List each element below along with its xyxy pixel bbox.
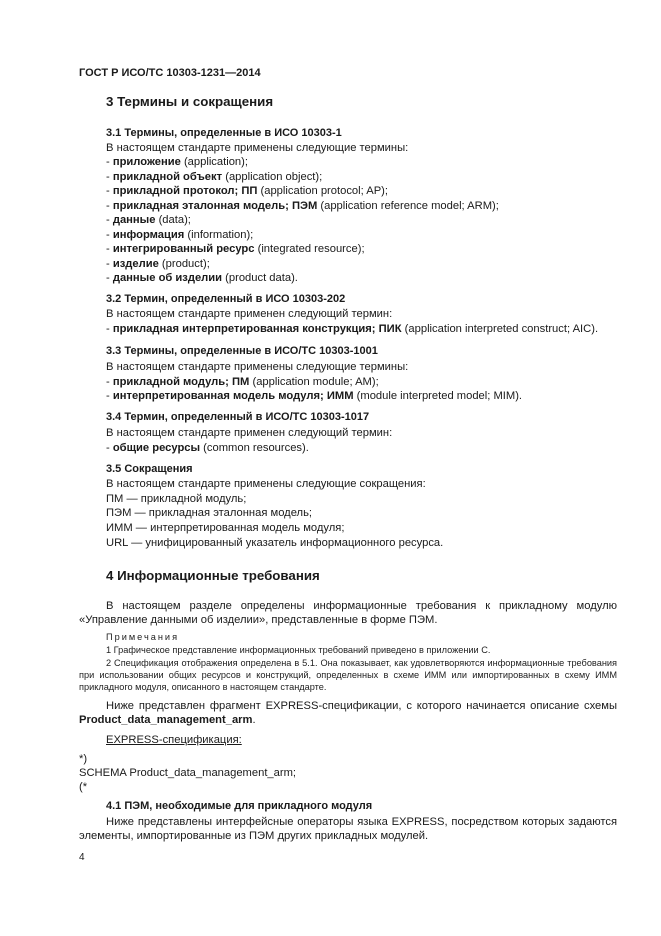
list-item: - данные (data); [106,214,191,226]
abbreviation-item: ПЭМ — прикладная эталонная модель; [106,507,313,519]
list-item: - прикладной модуль; ПМ (application module; AM); [106,376,379,388]
subsection-3-1-title: 3.1 Термины, определенные в ИСО 10303-1 [106,127,342,139]
list-item: - прикладная эталонная модель; ПЭМ (application reference model; ARM); [106,199,499,212]
subsection-3-2-intro: В настоящем стандарте применен следующий термин: [106,308,393,320]
note-1: 1 Графическое представление информационных требований приведено в приложении С. [106,645,491,655]
section-3-title: 3 Термины и сокращения [106,94,274,109]
subsection-3-3-intro: В настоящем стандарте применены следующие термины: [106,361,409,373]
code-line: *) [79,753,88,765]
list-item: - прикладной объект (application object); [106,170,323,183]
list-item: - общие ресурсы (common resources). [106,442,309,454]
subsection-4-1-paragraph: Ниже представлены интерфейсные операторы языка EXPRESS, посредством которых задаются элементы, импортированные из ПЭМ других прикладных модулей. [79,816,617,843]
express-label: EXPRESS-спецификация: [106,734,242,746]
code-line: (* [79,781,88,793]
section-4-title: 4 Информационные требования [106,568,320,583]
list-item: - прикладной протокол; ПП (application protocol; AP); [106,185,388,197]
list-item: - данные об изделии (product data). [106,272,298,284]
express-intro-paragraph: Ниже представлен фрагмент EXPRESS-спецификации, с которого начинается описание схемы Product_data_management_arm. [79,700,617,727]
list-item: - изделие (product); [106,257,210,270]
abbreviation-item: URL — унифицированный указатель информационного ресурса. [106,537,444,549]
page-number: 4 [79,852,85,863]
subsection-4-1-title: 4.1 ПЭМ, необходимые для прикладного модуля [106,800,373,812]
list-item: - интерпретированная модель модуля; ИММ (module interpreted model; MIM). [106,390,523,402]
list-item: - приложение (application); [106,156,248,168]
notes-title: Примечания [106,632,180,642]
subsection-3-5-intro: В настоящем стандарте применены следующие сокращения: [106,478,426,490]
subsection-3-4-intro: В настоящем стандарте применен следующий термин: [106,427,393,439]
abbreviation-item: ИММ — интерпретированная модель модуля; [106,522,345,534]
list-item: - прикладная интерпретированная конструкция; ПИК (application interpreted construct; AIC). [106,323,599,335]
subsection-3-5-title: 3.5 Сокращения [106,463,193,475]
abbreviation-item: ПМ — прикладной модуль; [106,493,247,505]
document-header: ГОСТ Р ИСО/ТС 10303-1231—2014 [79,67,261,79]
section-4-paragraph: В настоящем разделе определены информационные требования к прикладному модулю «Управление данными об изделии», представленные в форме ПЭМ. [79,600,617,627]
code-line: SCHEMA Product_data_management_arm; [79,767,297,779]
subsection-3-1-intro: В настоящем стандарте применены следующие термины: [106,142,409,154]
list-item: - информация (information); [106,228,254,241]
subsection-3-4-title: 3.4 Термин, определенный в ИСО/ТС 10303-1017 [106,411,370,423]
terms-list-3-1 [106,155,499,286]
subsection-3-3-title: 3.3 Термины, определенные в ИСО/ТС 10303-1001 [106,345,378,357]
list-item: - интегрированный ресурс (integrated resource); [106,243,365,255]
note-2: 2 Спецификация отображения определена в 5.1. Она показывает, как удовлетворяются информационные требования при использовании общих ресурсов и конструкций, определенных в схеме ИММ или импортированных в схему ИММ прикладного модуля, описанного в настоящем стандарте. [79,658,617,692]
subsection-3-2-title: 3.2 Термин, определенный в ИСО 10303-202 [106,293,346,305]
